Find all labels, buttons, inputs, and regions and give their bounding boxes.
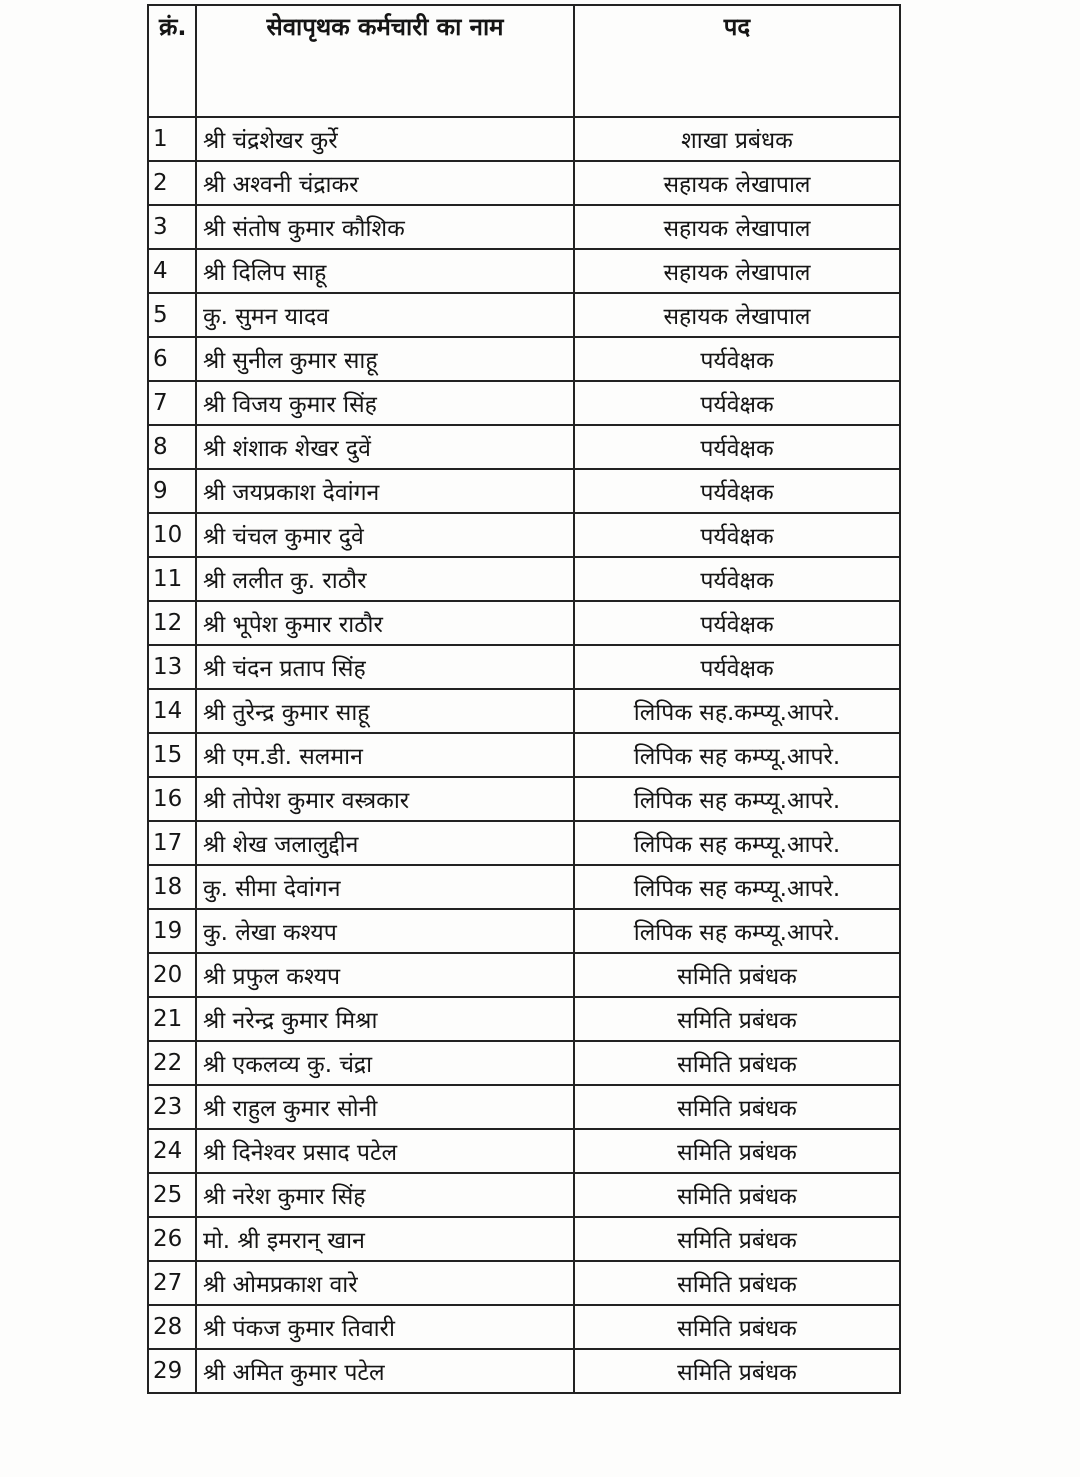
table-row bbox=[148, 997, 900, 1041]
table-row bbox=[148, 513, 900, 557]
employee-name-cell: श्री ओमप्रकाश वारे bbox=[196, 1261, 574, 1305]
serial-cell: 4 bbox=[148, 249, 196, 293]
employee-name-cell: श्री राहुल कुमार सोनी bbox=[196, 1085, 574, 1129]
employee-name-cell: श्री चंद्रशेखर कुर्रे bbox=[196, 117, 574, 161]
table-row bbox=[148, 161, 900, 205]
post-cell: पर्यवेक्षक bbox=[574, 601, 900, 645]
serial-cell: 20 bbox=[148, 953, 196, 997]
serial-cell: 9 bbox=[148, 469, 196, 513]
serial-cell: 22 bbox=[148, 1041, 196, 1085]
employee-name-cell: श्री नरेन्द्र कुमार मिश्रा bbox=[196, 997, 574, 1041]
serial-cell: 11 bbox=[148, 557, 196, 601]
serial-cell: 23 bbox=[148, 1085, 196, 1129]
employee-name-cell: कु. सीमा देवांगन bbox=[196, 865, 574, 909]
serial-cell: 17 bbox=[148, 821, 196, 865]
table-row bbox=[148, 1085, 900, 1129]
serial-cell: 19 bbox=[148, 909, 196, 953]
post-cell: लिपिक सह कम्प्यू.आपरे. bbox=[574, 821, 900, 865]
table-row bbox=[148, 1261, 900, 1305]
post-cell: पर्यवेक्षक bbox=[574, 425, 900, 469]
post-cell: समिति प्रबंधक bbox=[574, 1085, 900, 1129]
post-cell: समिति प्रबंधक bbox=[574, 1261, 900, 1305]
employee-name-cell: श्री सुनील कुमार साहू bbox=[196, 337, 574, 381]
post-cell: समिति प्रबंधक bbox=[574, 1173, 900, 1217]
post-cell: लिपिक सह कम्प्यू.आपरे. bbox=[574, 733, 900, 777]
post-cell: लिपिक सह कम्प्यू.आपरे. bbox=[574, 865, 900, 909]
table-row bbox=[148, 909, 900, 953]
table-row bbox=[148, 865, 900, 909]
table-row bbox=[148, 293, 900, 337]
employee-name-cell: श्री तुरेन्द्र कुमार साहू bbox=[196, 689, 574, 733]
serial-cell: 1 bbox=[148, 117, 196, 161]
serial-cell: 5 bbox=[148, 293, 196, 337]
table-row bbox=[148, 689, 900, 733]
table-row bbox=[148, 821, 900, 865]
employee-name-cell: कु. सुमन यादव bbox=[196, 293, 574, 337]
employee-name-cell: कु. लेखा कश्यप bbox=[196, 909, 574, 953]
post-cell: पर्यवेक्षक bbox=[574, 557, 900, 601]
table-row bbox=[148, 249, 900, 293]
post-cell: समिति प्रबंधक bbox=[574, 1217, 900, 1261]
table-row bbox=[148, 645, 900, 689]
post-cell: पर्यवेक्षक bbox=[574, 337, 900, 381]
serial-cell: 2 bbox=[148, 161, 196, 205]
table-row bbox=[148, 1305, 900, 1349]
serial-cell: 15 bbox=[148, 733, 196, 777]
post-cell: समिति प्रबंधक bbox=[574, 1041, 900, 1085]
table-row bbox=[148, 381, 900, 425]
staff-table bbox=[147, 4, 901, 1394]
employee-name-cell: श्री एकलव्य कु. चंद्रा bbox=[196, 1041, 574, 1085]
table-row bbox=[148, 205, 900, 249]
post-cell: शाखा प्रबंधक bbox=[574, 117, 900, 161]
serial-cell: 24 bbox=[148, 1129, 196, 1173]
post-cell: समिति प्रबंधक bbox=[574, 1129, 900, 1173]
serial-cell: 3 bbox=[148, 205, 196, 249]
serial-cell: 6 bbox=[148, 337, 196, 381]
header-serial: क्रं. bbox=[148, 5, 196, 117]
serial-cell: 21 bbox=[148, 997, 196, 1041]
table-row bbox=[148, 117, 900, 161]
employee-name-cell: श्री चंदन प्रताप सिंह bbox=[196, 645, 574, 689]
post-cell: लिपिक सह.कम्प्यू.आपरे. bbox=[574, 689, 900, 733]
header-post: पद bbox=[574, 5, 900, 117]
table-row bbox=[148, 733, 900, 777]
post-cell: लिपिक सह कम्प्यू.आपरे. bbox=[574, 909, 900, 953]
employee-name-cell: श्री पंकज कुमार तिवारी bbox=[196, 1305, 574, 1349]
employee-name-cell: श्री भूपेश कुमार राठौर bbox=[196, 601, 574, 645]
employee-name-cell: श्री दिनेश्वर प्रसाद पटेल bbox=[196, 1129, 574, 1173]
employee-name-cell: मो. श्री इमरान् खान bbox=[196, 1217, 574, 1261]
post-cell: सहायक लेखापाल bbox=[574, 293, 900, 337]
serial-cell: 27 bbox=[148, 1261, 196, 1305]
post-cell: पर्यवेक्षक bbox=[574, 513, 900, 557]
table-row bbox=[148, 337, 900, 381]
serial-cell: 18 bbox=[148, 865, 196, 909]
post-cell: लिपिक सह कम्प्यू.आपरे. bbox=[574, 777, 900, 821]
table-row bbox=[148, 557, 900, 601]
post-cell: पर्यवेक्षक bbox=[574, 469, 900, 513]
post-cell: समिति प्रबंधक bbox=[574, 997, 900, 1041]
employee-name-cell: श्री तोपेश कुमार वस्त्रकार bbox=[196, 777, 574, 821]
table-row bbox=[148, 1041, 900, 1085]
employee-name-cell: श्री ललीत कु. राठौर bbox=[196, 557, 574, 601]
employee-name-cell: श्री एम.डी. सलमान bbox=[196, 733, 574, 777]
table-row bbox=[148, 953, 900, 997]
table-header-row bbox=[148, 5, 900, 117]
table-body bbox=[148, 117, 900, 1393]
serial-cell: 29 bbox=[148, 1349, 196, 1393]
employee-name-cell: श्री जयप्रकाश देवांगन bbox=[196, 469, 574, 513]
table-row bbox=[148, 777, 900, 821]
employee-name-cell: श्री दिलिप साहू bbox=[196, 249, 574, 293]
serial-cell: 14 bbox=[148, 689, 196, 733]
serial-cell: 25 bbox=[148, 1173, 196, 1217]
post-cell: समिति प्रबंधक bbox=[574, 1349, 900, 1393]
header-name: सेवापृथक कर्मचारी का नाम bbox=[196, 5, 574, 117]
serial-cell: 10 bbox=[148, 513, 196, 557]
table-row bbox=[148, 1349, 900, 1393]
table-row bbox=[148, 601, 900, 645]
serial-cell: 16 bbox=[148, 777, 196, 821]
serial-cell: 12 bbox=[148, 601, 196, 645]
table-row bbox=[148, 1129, 900, 1173]
post-cell: समिति प्रबंधक bbox=[574, 1305, 900, 1349]
table-row bbox=[148, 1217, 900, 1261]
post-cell: पर्यवेक्षक bbox=[574, 381, 900, 425]
serial-cell: 8 bbox=[148, 425, 196, 469]
table-row bbox=[148, 425, 900, 469]
table-row bbox=[148, 1173, 900, 1217]
employee-name-cell: श्री प्रफुल कश्यप bbox=[196, 953, 574, 997]
serial-cell: 26 bbox=[148, 1217, 196, 1261]
employee-name-cell: श्री नरेश कुमार सिंह bbox=[196, 1173, 574, 1217]
serial-cell: 7 bbox=[148, 381, 196, 425]
employee-name-cell: श्री शंशाक शेखर दुवें bbox=[196, 425, 574, 469]
post-cell: सहायक लेखापाल bbox=[574, 249, 900, 293]
employee-name-cell: श्री चंचल कुमार दुवे bbox=[196, 513, 574, 557]
employee-name-cell: श्री संतोष कुमार कौशिक bbox=[196, 205, 574, 249]
employee-name-cell: श्री अमित कुमार पटेल bbox=[196, 1349, 574, 1393]
table-row bbox=[148, 469, 900, 513]
post-cell: सहायक लेखापाल bbox=[574, 205, 900, 249]
employee-name-cell: श्री अश्वनी चंद्राकर bbox=[196, 161, 574, 205]
serial-cell: 28 bbox=[148, 1305, 196, 1349]
post-cell: पर्यवेक्षक bbox=[574, 645, 900, 689]
employee-name-cell: श्री विजय कुमार सिंह bbox=[196, 381, 574, 425]
employee-name-cell: श्री शेख जलालुद्दीन bbox=[196, 821, 574, 865]
post-cell: सहायक लेखापाल bbox=[574, 161, 900, 205]
post-cell: समिति प्रबंधक bbox=[574, 953, 900, 997]
serial-cell: 13 bbox=[148, 645, 196, 689]
